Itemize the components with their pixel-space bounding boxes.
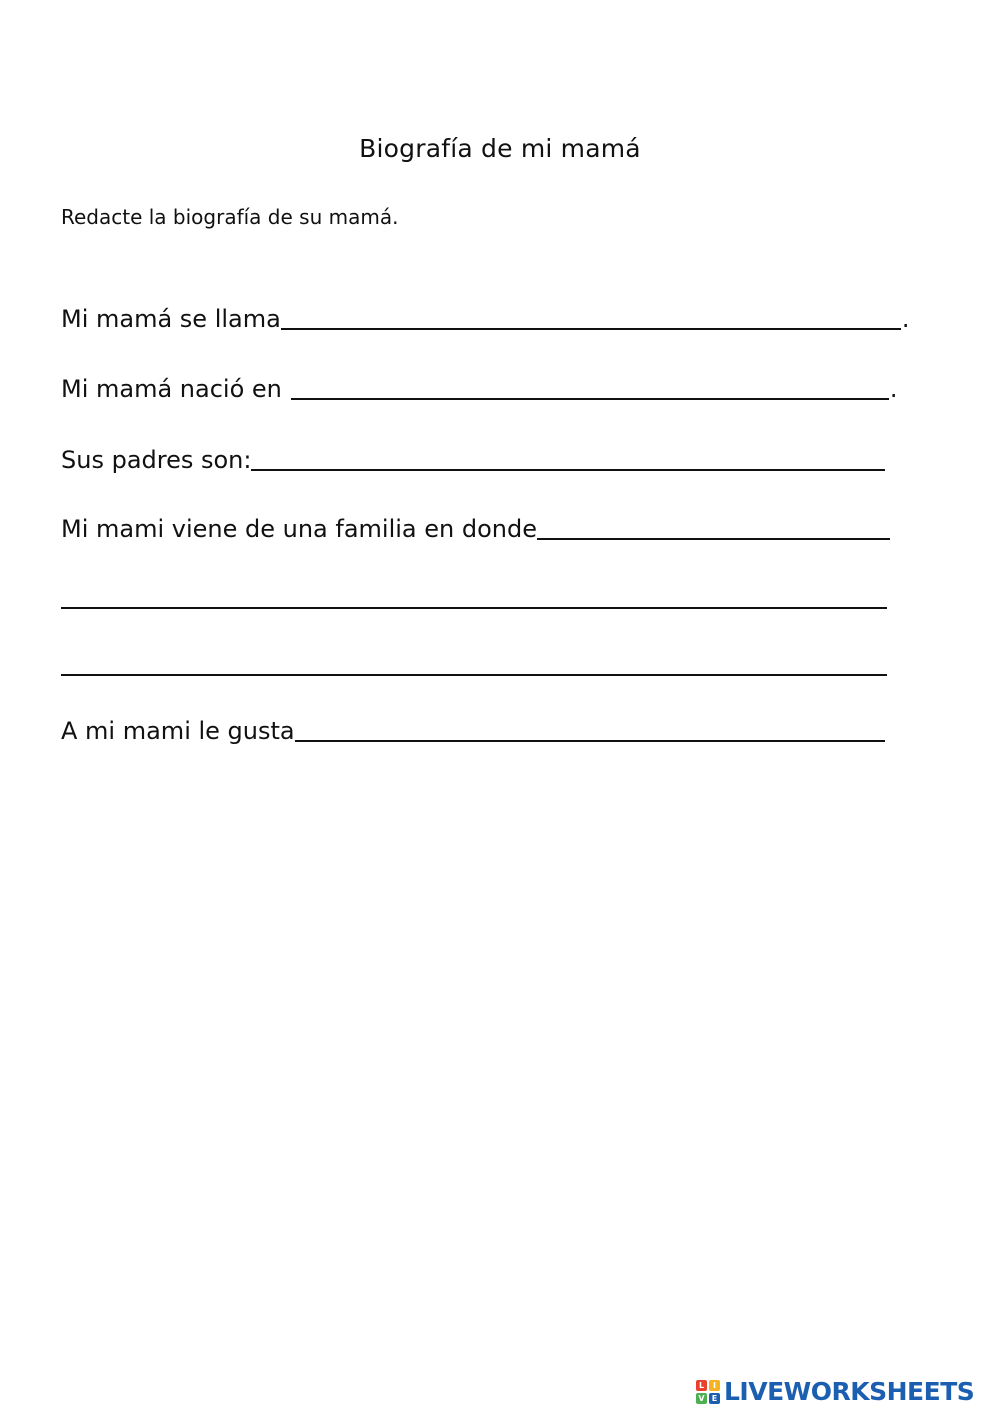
answer-blank[interactable] [537, 514, 890, 540]
field-label: A mi mami le gusta [61, 717, 295, 745]
family-continued-input-2[interactable] [61, 650, 895, 674]
field-parents [61, 441, 885, 475]
continuation-line[interactable] [61, 650, 887, 676]
family-continued-input-1[interactable] [61, 583, 895, 607]
logo-letter: V [696, 1393, 707, 1404]
field-label: Mi mamá nació en [61, 375, 282, 403]
field-birthplace [61, 370, 898, 404]
page-title: Biografía de mi mamá [359, 134, 641, 163]
field-label: Mi mamá se llama [61, 305, 281, 333]
field-period: . [901, 305, 910, 333]
logo-letter: L [696, 1380, 707, 1391]
instruction-text: Redacte la biografía de su mamá. [61, 205, 399, 229]
logo-letter: I [709, 1380, 720, 1391]
answer-blank[interactable] [251, 445, 885, 471]
birthplace-input[interactable] [291, 379, 897, 403]
mother-name-input[interactable] [281, 309, 909, 333]
answer-blank[interactable] [281, 304, 901, 330]
continuation-line[interactable] [61, 583, 887, 609]
likes-input[interactable] [295, 721, 893, 745]
parents-input[interactable] [251, 450, 893, 474]
field-family [61, 510, 890, 544]
field-label: Mi mami viene de una familia en donde [61, 515, 538, 543]
family-input[interactable] [537, 519, 898, 543]
liveworksheets-watermark [696, 1377, 974, 1406]
field-likes [61, 712, 885, 746]
answer-blank[interactable] [291, 374, 889, 400]
answer-blank[interactable] [295, 716, 885, 742]
field-period: . [889, 375, 898, 403]
logo-letter: E [709, 1393, 720, 1404]
field-mother-name [61, 300, 909, 334]
liveworksheets-logo-icon [696, 1380, 720, 1404]
watermark-text: LIVEWORKSHEETS [724, 1377, 975, 1406]
field-label: Sus padres son: [61, 446, 252, 474]
